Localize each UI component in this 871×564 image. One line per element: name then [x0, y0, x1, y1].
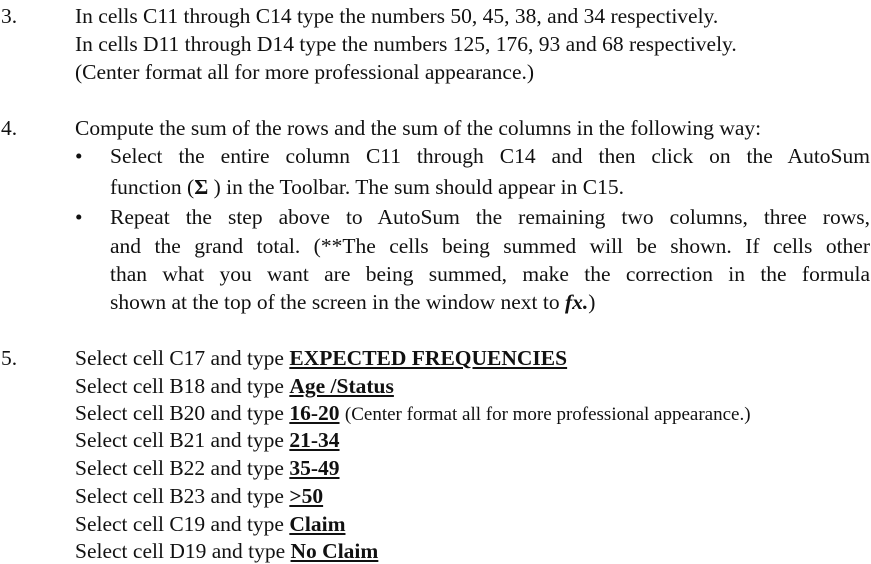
bullet-1-line-2 — [110, 175, 870, 200]
step-prefix: Select cell D19 and type — [75, 539, 291, 563]
step-row — [75, 512, 345, 537]
item-3-number: 3. — [1, 4, 18, 28]
step-row — [75, 401, 751, 426]
item-3-line-2: In cells D11 through D14 type the numbers 125, 176, 93 and 68 respectively. — [75, 32, 737, 56]
bullet-1-line-2-before: function ( — [110, 175, 195, 199]
item-4-number: 4. — [1, 116, 18, 140]
bullet-2-line-3: than what you want are being summed, make the correction in the formula — [110, 262, 870, 286]
step-value: Age /Status — [289, 374, 394, 398]
bullet-2-line-1: Repeat the step above to AutoSum the remaining two columns, three rows, — [110, 205, 870, 229]
step-row — [75, 539, 378, 564]
step-value: 35-49 — [289, 456, 340, 480]
step-value: Claim — [289, 512, 346, 536]
bullet-2-line-4-after: ) — [588, 290, 596, 314]
item-3-line-1: In cells C11 through C14 type the numbers 50, 45, 38, and 34 respectively. — [75, 4, 719, 28]
step-prefix: Select cell B21 and type — [75, 428, 290, 452]
step-prefix: Select cell B20 and type — [75, 401, 290, 425]
bullet-2-line-4-before: shown at the top of the screen in the window next to — [110, 290, 565, 314]
step-value: 21-34 — [289, 428, 340, 452]
bullet-2-line-4 — [110, 290, 870, 315]
step-value: >50 — [289, 484, 324, 508]
bullet-1-line-1: Select the entire column C11 through C14 and then click on the AutoSum — [110, 144, 870, 168]
step-prefix: Select cell C19 and type — [75, 512, 290, 536]
step-row — [75, 456, 340, 481]
step-note: (Center format all for more professional appearance.) — [344, 404, 751, 425]
fx-symbol: fx. — [565, 290, 589, 314]
step-row — [75, 484, 323, 509]
bullet-2-line-2: and the grand total. (**The cells being summed will be shown. If cells other — [110, 234, 870, 258]
item-5-number: 5. — [1, 346, 18, 370]
sigma-symbol: Σ — [194, 175, 209, 199]
step-row — [75, 374, 394, 399]
item-3-line-3: (Center format all for more professional appearance.) — [75, 60, 535, 84]
step-value: No Claim — [290, 539, 379, 563]
step-prefix: Select cell B18 and type — [75, 374, 290, 398]
step-row — [75, 346, 567, 371]
bullet-1-line-2-after: ) in the Toolbar. The sum should appear in C15. — [213, 175, 624, 199]
bullet-2-glyph: • — [75, 205, 83, 229]
item-4-intro: Compute the sum of the rows and the sum of the columns in the following way: — [75, 116, 762, 140]
step-prefix: Select cell B22 and type — [75, 456, 290, 480]
step-value: EXPECTED FREQUENCIES — [289, 346, 568, 370]
step-value: 16-20 — [289, 401, 340, 425]
step-prefix: Select cell C17 and type — [75, 346, 290, 370]
bullet-1-glyph: • — [75, 144, 83, 168]
step-row — [75, 428, 340, 453]
step-prefix: Select cell B23 and type — [75, 484, 290, 508]
